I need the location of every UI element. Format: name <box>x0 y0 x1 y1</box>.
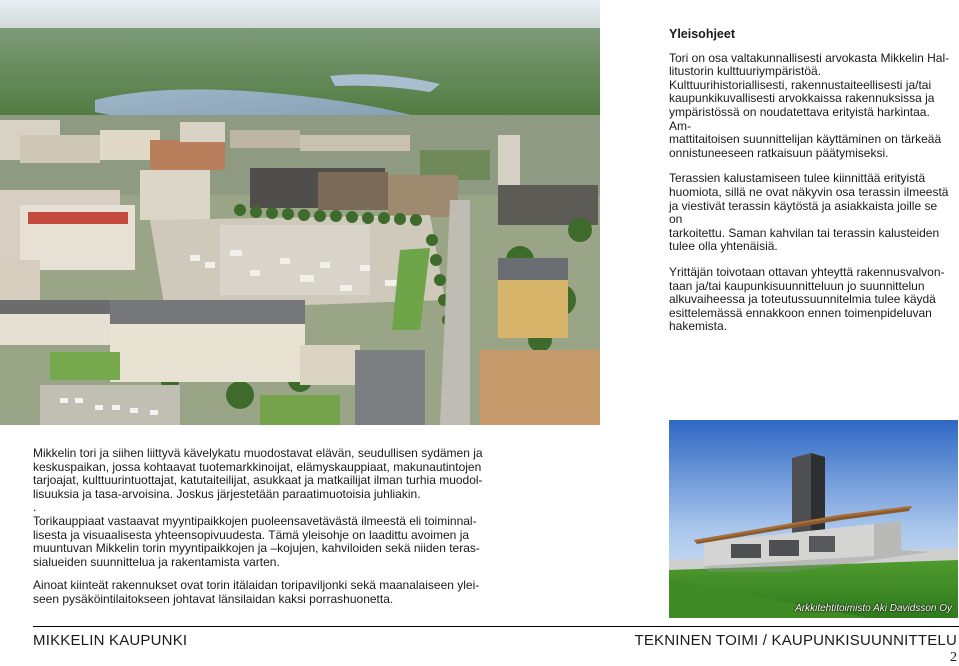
architect-credit: Arkkitehtitoimisto Aki Davidsson Oy <box>795 603 952 614</box>
pavilion-rendering <box>669 420 958 618</box>
intro-text <box>33 447 493 607</box>
intro-paragraph-2: Torikauppiaat vastaavat myyntipaikkojen puoleensavetävästä ilmeestä eli toiminnal- lisesta ja visuaalisesta yhteensopivuudesta. Tämä yleisohje on laadittu avoimen ja muuntuvan Mikkelin torin myyntipaikkojen ja –kojujen, kahviloiden sekä niiden teras- sialueiden suunnittelua ja rakentamista varten. <box>33 513 480 569</box>
guideline-paragraph-1: Tori on osa valtakunnallisesti arvokasta Mikkelin Hal- litustorin kulttuuriympäristöä. Kulttuurihistoriallisesti, rakennustaiteellisesti ja/tai kaupunkikuvallisesti arvokkaissa rakennuksissa ja ympäristössä on noudatettava erityistä harkintaa. Am- mattitaitoisen suunnittelijan käyttäminen on tärkeää onnistuneeseen ratkaisuun päätymiseksi. <box>669 50 950 160</box>
intro-paragraph-3: Ainoat kiinteät rakennukset ovat torin itälaidan toripaviljonki sekä maanalaiseen ylei- seen pysäköintilaitokseen johtavat länsilaidan kaksi porrashuonetta. <box>33 578 480 606</box>
guideline-paragraph-2: Terassien kalustamiseen tulee kiinnittää erityistä huomiota, sillä ne ovat näkyvin osa terassin ilmeestä ja viestivät terassin käytöstä ja asiakkaista joille se on tarkoitettu. Saman kahvilan tai terassin kalusteiden tulee olla yhtenäisiä. <box>669 171 949 254</box>
footer-divider <box>33 626 959 627</box>
footer-department: TEKNINEN TOIMI / KAUPUNKISUUNNITTELU <box>634 632 957 649</box>
footer-organization: MIKKELIN KAUPUNKI <box>33 632 188 649</box>
guideline-paragraph-3: Yrittäjän toivotaan ottavan yhteyttä rakennusvalvon- taan ja/tai kaupunkisuunnitteluun jo suunnittelun alkuvaiheessa ja toteutussuunnitelmia tulee käydä esittelemässä ennakkoon ennen toimenpideluvan hakemista. <box>669 264 945 334</box>
intro-paragraph-1: Mikkelin tori ja siihen liittyvä kävelykatu muodostavat elävän, seudullisen sydämen ja keskuspaikan, jossa kohtaavat tuotemarkkinoijat, elämyskauppiaat, makunautintojen tarjoajat, kulttuurintuottajat, katutaiteilijat, asukkaat ja matkailijat ilman turhia muodol- lisuuksia ja tasa-arvoisina. Joskus järjestetään paraatimuotoisia juhliakin. . <box>33 446 483 515</box>
section-heading: Yleisohjeet <box>669 27 735 41</box>
page-number: 2 <box>950 650 957 665</box>
aerial-photo-market-square <box>0 0 600 425</box>
general-guidelines-section <box>669 28 951 346</box>
